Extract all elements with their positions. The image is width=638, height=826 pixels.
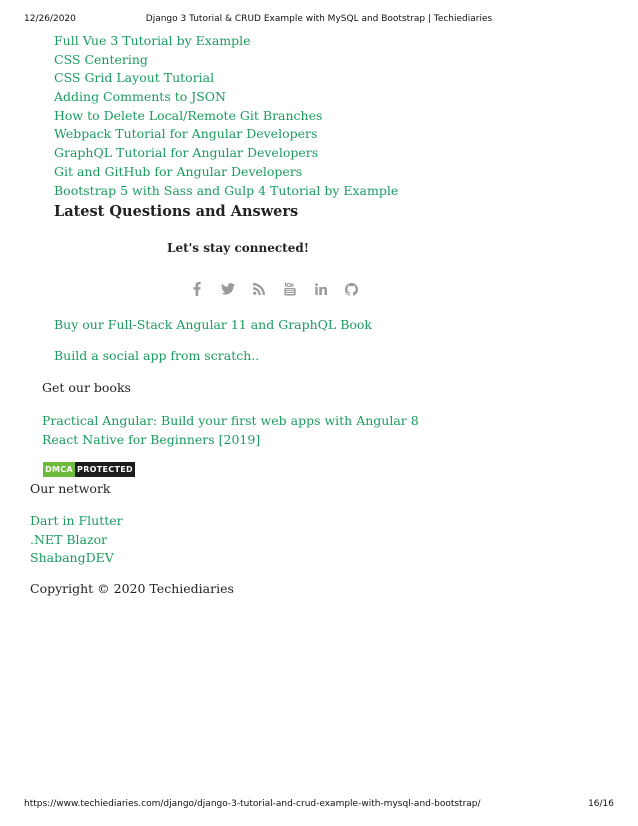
copyright-text: Copyright © 2020 Techiediaries [30, 581, 234, 596]
list-item [54, 181, 398, 200]
list-item [54, 106, 398, 125]
twitter-icon[interactable] [218, 281, 237, 297]
youtube-icon[interactable] [280, 281, 299, 297]
linkedin-icon[interactable] [311, 281, 330, 297]
books-list [42, 410, 419, 448]
recent-post-link[interactable]: CSS Centering [54, 51, 148, 67]
recent-posts-list [54, 31, 398, 199]
recent-post-link[interactable]: Adding Comments to JSON [54, 89, 226, 105]
list-item [54, 124, 398, 143]
print-page-number: 16/16 [588, 799, 614, 809]
book-link[interactable]: React Native for Beginners [2019] [42, 432, 261, 447]
rss-icon[interactable] [249, 281, 268, 297]
recent-post-link[interactable]: Bootstrap 5 with Sass and Gulp 4 Tutorial by Example [54, 182, 399, 198]
print-date: 12/26/2020 [24, 14, 76, 24]
buy-book-link[interactable]: Buy our Full-Stack Angular 11 and GraphQL Book [54, 317, 373, 332]
list-item [54, 143, 398, 162]
recent-post-link[interactable]: Webpack Tutorial for Angular Developers [54, 126, 318, 142]
recent-post-link[interactable]: How to Delete Local/Remote Git Branches [54, 107, 323, 123]
list-item [30, 548, 123, 567]
list-item [54, 50, 398, 69]
list-item [54, 68, 398, 87]
social-app-link[interactable]: Build a social app from scratch.. [54, 348, 260, 363]
network-link[interactable]: .NET Blazor [30, 531, 108, 547]
list-item [54, 31, 398, 50]
print-page-title: Django 3 Tutorial & CRUD Example with MySQL and Bootstrap | Techiediaries [145, 14, 493, 24]
network-link[interactable]: ShabangDEV [30, 550, 114, 566]
social-icons-row [187, 281, 361, 297]
books-heading: Get our books [42, 380, 131, 395]
list-item [30, 511, 123, 530]
list-item [54, 162, 398, 181]
dmca-badge-left: DMCA [43, 462, 75, 477]
recent-post-link[interactable]: Git and GitHub for Angular Developers [54, 163, 303, 179]
list-item [30, 530, 123, 549]
book-link[interactable]: Practical Angular: Build your first web apps with Angular 8 [42, 413, 419, 428]
list-item [42, 429, 419, 448]
dmca-badge-right: PROTECTED [75, 462, 135, 477]
recent-post-link[interactable]: CSS Grid Layout Tutorial [54, 70, 215, 86]
recent-post-link[interactable]: Full Vue 3 Tutorial by Example [54, 33, 251, 48]
network-list [30, 511, 123, 567]
github-icon[interactable] [342, 281, 361, 297]
network-heading: Our network [30, 481, 111, 496]
list-item [54, 87, 398, 106]
network-link[interactable]: Dart in Flutter [30, 513, 123, 528]
print-url: https://www.techiediaries.com/django/django-3-tutorial-and-crud-example-with-mysql-and-bootstrap/ [24, 799, 481, 809]
list-item [42, 410, 419, 429]
stay-connected-heading: Let's stay connected! [167, 241, 309, 255]
qa-heading: Latest Questions and Answers [54, 203, 299, 220]
dmca-protected-badge[interactable] [43, 462, 135, 477]
recent-post-link[interactable]: GraphQL Tutorial for Angular Developers [54, 145, 319, 161]
facebook-icon[interactable] [187, 281, 206, 297]
